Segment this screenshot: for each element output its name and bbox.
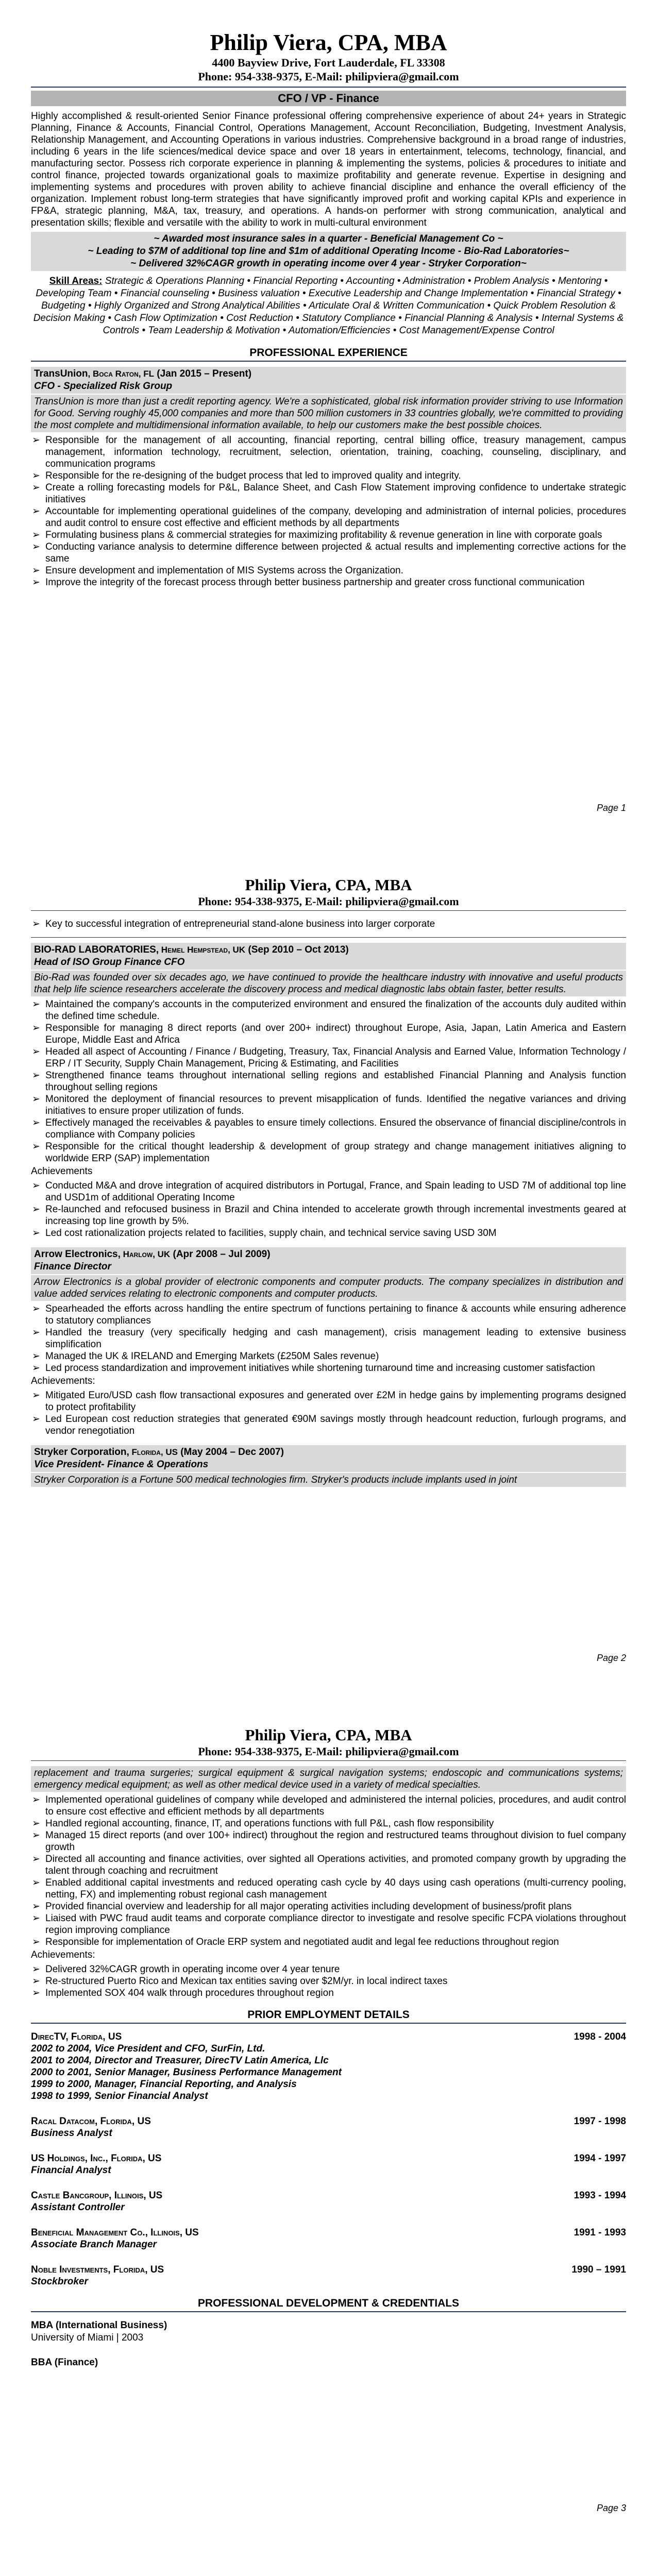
prior-role: Business Analyst: [31, 2128, 112, 2139]
list-item: ➢ Mitigated Euro/USD cash flow transactional exposures and generated over £2M in hedge gains by implementing programs designed to protect profitability: [32, 1390, 626, 1413]
prior-role: 2001 to 2004, Director and Treasurer, DirecTV Latin America, Llc: [31, 2055, 329, 2066]
list-item: ➢ Responsible for the critical thought leadership & development of group strategy and change management initiatives aligning to worldwide ERP (SAP) implementation: [32, 1141, 626, 1164]
degree: MBA (International Business): [31, 2320, 167, 2331]
list-item: ➢ Re-launched and refocused business in Brazil and China intended to accelerate growth through incremental investments geared at increasing top line growth by 5%.: [32, 1204, 626, 1227]
quote-block: [31, 232, 626, 271]
divider: [31, 937, 626, 938]
prior-company: Beneficial Management Co., Illinois, US: [31, 2227, 199, 2238]
candidate-name: Philip Viera, CPA, MBA: [245, 1726, 412, 1744]
list-item: ➢ Accountable for implementing operational guidelines of the company, developing and administration of internal policies, procedures and audit control to ensure cost effective and efficient methods by all departments: [32, 506, 626, 529]
biorad-achievements: [31, 1180, 626, 1239]
page-number: Page 2: [596, 1653, 626, 1663]
list-item: ➢ Responsible for the re-designing of the budget process that led to improved quality and integrity.: [32, 470, 461, 481]
list-item: ➢ Liaised with PWC fraud audit teams and corporate compliance director to investigate and resolve specific FCPA violations throughout region improving compliance: [32, 1913, 626, 1936]
list-item: ➢ Implemented SOX 404 walk through procedures throughout region: [32, 1988, 334, 1998]
job-role: Head of ISO Group Finance CFO: [34, 957, 185, 968]
company-location: , Boca Raton, FL: [88, 369, 155, 379]
company-description: Bio-Rad was founded over six decades ago, we have continued to provide the healthcare industry with innovative and useful products that help life science researchers accelerate the discovery process and medical diagnostic labs obtain faster, better results.: [31, 971, 626, 996]
page-3: [0, 1700, 657, 2513]
prior-job: [31, 2115, 626, 2139]
page-2: [0, 850, 657, 1663]
prior-years: 1998 - 2004: [574, 2031, 626, 2042]
company-description: Arrow Electronics is a global provider of electronic components and computer products. The company specializes in distribution and value added services relating to electronic components and computer products.: [31, 1275, 626, 1301]
list-item: ➢ Monitored the deployment of financial resources to prevent misapplication of funds. Identified the negative variances and driving initiatives to ensure proper utilization of funds.: [32, 1094, 626, 1116]
quote-line: ~ Awarded most insurance sales in a quarter - Beneficial Management Co ~: [154, 233, 503, 244]
page-number: Page 1: [596, 803, 626, 813]
quote-line: ~ Delivered 32%CAGR growth in operating income over 4 year - Stryker Corporation~: [130, 258, 527, 269]
list-item: ➢ Key to successful integration of entrepreneurial stand-alone business into larger corporate: [32, 919, 435, 929]
page2-top-bullets: [31, 918, 626, 930]
skill-areas: [31, 275, 626, 337]
company-name: Stryker Corporation,: [34, 1447, 129, 1458]
company-name: Arrow Electronics,: [34, 1249, 121, 1260]
list-item: ➢ Responsible for implementation of Oracle ERP system and negotiated audit and legal fee reductions throughout region: [32, 1937, 559, 1947]
prior-years: 1990 – 1991: [571, 2264, 626, 2275]
contact-line: Phone: 954-338-9375, E-Mail: philipviera@gmail.com: [198, 895, 459, 908]
company-description-continued: replacement and trauma surgeries; surgical equipment & surgical navigation systems; endoscopic and communications systems; emergency medical equipment; as well as other medical device used in a variety of medical specialties.: [31, 1766, 626, 1792]
list-item: ➢ Strengthened finance teams throughout international selling regions and established Financial Planning and Analysis function throughout selling regions: [32, 1070, 626, 1093]
list-item: ➢ Conducted M&A and drove integration of acquired distributors in Portugal, France, and Spain leading to USD 7M of additional top line and USD1m of additional Operating Income: [32, 1180, 626, 1203]
list-item: ➢ Provided financial overview and leadership for all major operating activities including development of business/profit plans: [32, 1901, 572, 1912]
list-item: ➢ Led cost rationalization projects related to facilities, supply chain, and technical service saving USD 30M: [32, 1228, 497, 1239]
list-item: ➢ Headed all aspect of Accounting / Finance / Budgeting, Treasury, Tax, Financial Analysis and Earned Value, Information Technology / ERP / IT Security, Supply Chain Management, Pricing & Estimating, and Facilities: [32, 1046, 626, 1069]
company-name: TransUnion: [34, 368, 88, 379]
job-header-transunion: [31, 367, 626, 394]
biorad-bullets: [31, 998, 626, 1164]
skill-areas-text: Strategic & Operations Planning • Financial Reporting • Accounting • Administration • Problem Analysis • Mentoring • Developing Team • Financial counseling • Business valuation • Executive Leadership and Change Implementation • Financial Strategy • Budgeting • Highly Organized and Strong Analytical Abilities • Articulate Oral & Written Communication • Quick Problem Resolution & Decision Making • Cash Flow Optimization • Cost Reduction • Statutory Compliance • Financial Planning & Analysis • Internal Systems & Controls • Team Leadership & Motivation • Automation/Efficiencies • Cost Management/Expense Control: [33, 276, 624, 336]
list-item: ➢ Create a rolling forecasting models for P&L, Balance Sheet, and Cash Flow Statement improving confidence to undertake strategic initiatives: [32, 482, 626, 505]
prior-company: Noble Investments, Florida, US: [31, 2264, 164, 2275]
section-professional-development: PROFESSIONAL DEVELOPMENT & CREDENTIALS: [31, 2297, 626, 2312]
list-item: ➢ Enabled additional capital investments and reduced operating cash cycle by 40 days using cash operations (multi-currency pooling, netting, FX) and implementing robust regional cash management: [32, 1877, 626, 1900]
prior-job: [31, 2031, 626, 2102]
list-item: ➢ Managed the UK & IRELAND and Emerging Markets (£250M Sales revenue): [32, 1351, 379, 1362]
header-rule: [31, 87, 626, 88]
company-location: Hemel Hempstead, UK: [159, 945, 246, 955]
school: University of Miami | 2003: [31, 2332, 144, 2343]
prior-company: DirecTV, Florida, US: [31, 2031, 122, 2042]
job-header-biorad: [31, 943, 626, 970]
candidate-name: Philip Viera, CPA, MBA: [245, 876, 412, 894]
quote-line: ~ Leading to $7M of additional top line and $1m of additional Operating Income - Bio-Rad Laboratories~: [88, 246, 569, 257]
achievements-label: Achievements:: [31, 1376, 95, 1386]
prior-role: 2000 to 2001, Senior Manager, Business Performance Management: [31, 2067, 342, 2078]
prior-role: 1998 to 1999, Senior Financial Analyst: [31, 2091, 208, 2102]
list-item: ➢ Formulating business plans & commercial strategies for maximizing profitability & revenue generation in line with corporate goals: [32, 530, 602, 540]
education-item: [31, 2357, 626, 2369]
page-4: [0, 2550, 657, 2576]
prior-years: 1993 - 1994: [574, 2190, 626, 2201]
company-description: TransUnion is more than just a credit reporting agency. We're a sophisticated, global risk information provider striving to use Information for Good. Serving roughly 45,000 companies and more than 500 million customers in 33 countries globally, we're committed to providing the most complete and multidimensional information available, to help our customers make the best possible choices.: [31, 395, 626, 432]
list-item: ➢ Responsible for the management of all accounting, financial reporting, central billing office, treasury management, campus management, information technology, recruitment, selection, orientation, training, coaching, counseling, disciplinary, and communication programs: [32, 435, 626, 469]
list-item: ➢ Spearheaded the efforts across handling the entire spectrum of functions pertaining to finance & accounts while ensuring adherence to statutory compliances: [32, 1303, 626, 1326]
section-professional-experience: PROFESSIONAL EXPERIENCE: [31, 346, 626, 362]
summary-paragraph: Highly accomplished & result-oriented Senior Finance professional offering comprehensive experience of about 24+ years in Strategic Planning, Finance & Accounts, Financial Control, Operations Management, Account Reconciliation, Budgeting, Investment Analysis, Relationship Management, and Accounting Operations in various industries. Comprehensive background in a broad range of industries, including 6 years in the life sciences/medical device space and over 18 years in entertainment, telecoms, technology, financial, and manufacturing sector. Possess rich corporate experience in planning & implementing the systems, policies & procedures to initiate and control finance, projected towards organizational goals to maximize profitability and generate revenue. Expertise in designing and implementing systems and procedures with proven ability to achieve financial discipline and enhance the overall efficiency of the organization. Implement robust long-term strategies that have significantly improved profit and working capital KPIs and experience in FP&A, strategic planning, M&A, tax, treasury, and operations. A hands-on performer with strong communication, analytical and presentation skills; flexible and versatile with the ability to work in multi-cultural environment: [31, 111, 626, 228]
list-item: ➢ Effectively managed the receivables & payables to ensure timely collections. Ensured the observance of financial discipline/controls in compliance with Company policies: [32, 1117, 626, 1140]
company-location: Harlow, UK: [120, 1249, 171, 1259]
list-item: ➢ Conducting variance analysis to determine difference between projected & actual results and implementing corrective actions for the same: [32, 541, 626, 564]
list-item: ➢ Maintained the company's accounts in the computerized environment and ensured the finalization of the accounts duly audited within the defined time schedule.: [32, 999, 626, 1022]
company-location: Florida, US: [129, 1447, 178, 1457]
candidate-name: Philip Viera, CPA, MBA: [210, 30, 447, 55]
company-description: Stryker Corporation is a Fortune 500 medical technologies firm. Stryker's products include implants used in joint: [31, 1473, 626, 1487]
prior-job: [31, 2227, 626, 2250]
job-header-arrow: [31, 1247, 626, 1274]
prior-job: [31, 2190, 626, 2213]
achievements-label: Achievements:: [31, 1950, 95, 1960]
address-line: 4400 Bayview Drive, Fort Lauderdale, FL 33308: [212, 56, 445, 69]
list-item: ➢ Delivered 32%CAGR growth in operating income over 4 year tenure: [32, 1964, 340, 1975]
company-name: BIO-RAD LABORATORIES,: [34, 944, 159, 955]
contact-line: Phone: 954-338-9375, E-Mail: philipviera@gmail.com: [198, 70, 459, 83]
transunion-bullets: [31, 434, 626, 588]
prior-company: Castle Bancgroup, Illinois, US: [31, 2190, 163, 2201]
prior-role: 1999 to 2000, Manager, Financial Reporting, and Analysis: [31, 2079, 297, 2090]
degree: BBA (Finance): [31, 2357, 98, 2368]
prior-role: Associate Branch Manager: [31, 2239, 157, 2250]
stryker-bullets: [31, 1794, 626, 1948]
header-rule: [31, 910, 626, 911]
list-item: ➢ Improve the integrity of the forecast process through better business partnership and greater cross functional communication: [32, 577, 585, 588]
contact-line: Phone: 954-338-9375, E-Mail: philipviera@gmail.com: [198, 1745, 459, 1758]
page-number: Page 3: [596, 2503, 626, 2513]
prior-role: Stockbroker: [31, 2276, 88, 2287]
job-dates: (Apr 2008 – Jul 2009): [170, 1249, 271, 1260]
education-item: [31, 2319, 626, 2344]
job-dates: (May 2004 – Dec 2007): [177, 1447, 284, 1458]
list-item: ➢ Handled the treasury (very specifically hedging and cash management), crisis management leading to extensive business simplification: [32, 1327, 626, 1350]
header-rule: [31, 1760, 626, 1761]
prior-company: US Holdings, Inc., Florida, US: [31, 2153, 162, 2164]
list-item: ➢ Handled regional accounting, finance, IT, and operations functions with full P&L, cash flow responsibility: [32, 1818, 494, 1829]
job-dates: (Sep 2010 – Oct 2013): [245, 944, 349, 955]
prior-years: 1991 - 1993: [574, 2227, 626, 2238]
list-item: ➢ Led process standardization and improvement initiatives while shortening turnaround time and increasing customer satisfaction: [32, 1363, 595, 1374]
prior-years: 1997 - 1998: [574, 2116, 626, 2127]
list-item: ➢ Managed 15 direct reports (and over 100+ indirect) throughout the region and restructured teams throughout division to fuel company growth: [32, 1830, 626, 1853]
job-role: Vice President- Finance & Operations: [34, 1459, 209, 1470]
prior-role: Financial Analyst: [31, 2165, 111, 2176]
job-header-stryker: [31, 1445, 626, 1472]
prior-company: Racal Datacom, Florida, US: [31, 2116, 151, 2127]
prior-job: [31, 2153, 626, 2176]
job-role: Finance Director: [34, 1261, 111, 1272]
job-role: CFO - Specialized Risk Group: [34, 381, 173, 392]
prior-job: [31, 2264, 626, 2287]
list-item: ➢ Responsible for managing 8 direct reports (and over 200+ indirect) throughout Europe, Asia, Japan, Latin America and Eastern Europe, Middle East and Africa: [32, 1023, 626, 1045]
achievements-label: Achievements: [31, 1166, 93, 1177]
title-bar: CFO / VP - Finance: [31, 91, 626, 106]
list-item: ➢ Led European cost reduction strategies that generated €90M savings mostly through headcount reduction, furlough programs, and vendor renegotiation: [32, 1414, 626, 1436]
list-item: ➢ Implemented operational guidelines of company while developed and administered the internal policies, procedures, and audit control to ensure cost effective and efficient methods by all departments: [32, 1794, 626, 1817]
prior-role: 2002 to 2004, Vice President and CFO, SurFin, Ltd.: [31, 2043, 265, 2054]
skill-areas-label: Skill Areas:: [49, 276, 103, 286]
list-item: ➢ Directed all accounting and finance activities, over sighted all Operations activities, and promoted company growth by upgrading the talent through coaching and recruitment: [32, 1854, 626, 1876]
arrow-bullets: [31, 1303, 626, 1374]
prior-years: 1994 - 1997: [574, 2153, 626, 2164]
prior-role: Assistant Controller: [31, 2202, 125, 2213]
page-1: [0, 0, 657, 813]
stryker-achievements: [31, 1963, 626, 1999]
arrow-achievements: [31, 1389, 626, 1437]
list-item: ➢ Ensure development and implementation of MIS Systems across the Organization.: [32, 565, 403, 576]
section-prior-employment: PRIOR EMPLOYMENT DETAILS: [31, 2008, 626, 2024]
list-item: ➢ Re-structured Puerto Rico and Mexican tax entities saving over $2M/yr. in local indirect taxes: [32, 1976, 448, 1987]
job-dates: (Jan 2015 – Present): [154, 368, 252, 379]
